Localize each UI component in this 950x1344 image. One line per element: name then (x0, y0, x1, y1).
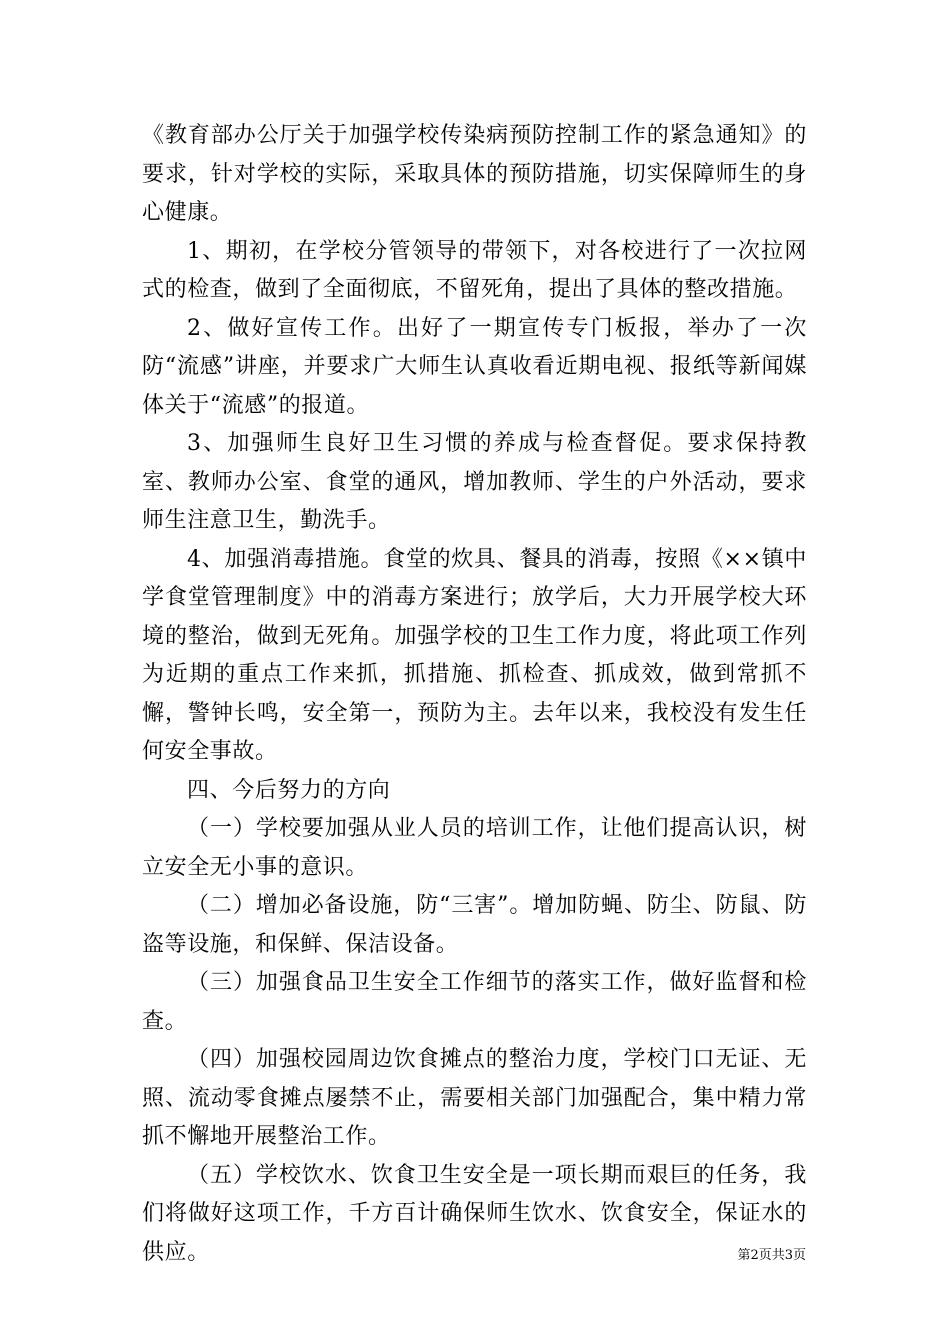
section-heading-four: 四、今后努力的方向 (187, 777, 391, 803)
paragraph-item-3: 3、加强师生良好卫生习惯的养成与检查督促。要求保持教室、教师办公室、食堂的通风，增加教师、学生的户外活动，要求师生注意卫生，勤洗手。 (142, 431, 807, 533)
paragraph-continuation: 《教育部办公厅关于加强学校传染病预防控制工作的紧急通知》的要求，针对学校的实际，采取具体的预防措施，切实保障师生的身心健康。 (142, 123, 807, 225)
paragraph-item-1: 1、期初，在学校分管领导的带领下，对各校进行了一次拉网式的检查，做到了全面彻底，不留死角，提出了具体的整改措施。 (142, 238, 807, 302)
paragraph-direction-4: （四）加强校园周边饮食摊点的整治力度，学校门口无证、无照、流动零食摊点屡禁不止，需要相关部门加强配合，集中精力常抓不懈地开展整治工作。 (142, 1047, 807, 1149)
page-number-footer: 第2页共3页 (737, 1248, 806, 1263)
paragraph-direction-1: （一）学校要加强从业人员的培训工作，让他们提高认识，树立安全无小事的意识。 (142, 816, 807, 880)
document-body (142, 117, 807, 1272)
paragraph-item-4: 4、加强消毒措施。食堂的炊具、餐具的消毒，按照《××镇中学食堂管理制度》中的消毒方案进行；放学后，大力开展学校大环境的整治，做到无死角。加强学校的卫生工作力度，将此项工作列为近期的重点工作来抓，抓措施、抓检查、抓成效，做到常抓不懈，警钟长鸣，安全第一，预防为主。去年以来，我校没有发生任何安全事故。 (142, 546, 807, 764)
paragraph-direction-5: （五）学校饮水、饮食卫生安全是一项长期而艰巨的任务，我们将做好这项工作，千方百计确保师生饮水、饮食安全，保证水的供应。 (142, 1162, 807, 1265)
paragraph-item-2: 2、做好宣传工作。出好了一期宣传专门板报，举办了一次防“流感”讲座，并要求广大师生认真收看近期电视、报纸等新闻媒体关于“流感”的报道。 (142, 315, 807, 418)
paragraph-direction-2: （二）增加必备设施，防“三害”。增加防蝇、防尘、防鼠、防盗等设施，和保鲜、保洁设备。 (142, 893, 807, 957)
paragraph-direction-3: （三）加强食品卫生安全工作细节的落实工作，做好监督和检查。 (142, 970, 807, 1034)
